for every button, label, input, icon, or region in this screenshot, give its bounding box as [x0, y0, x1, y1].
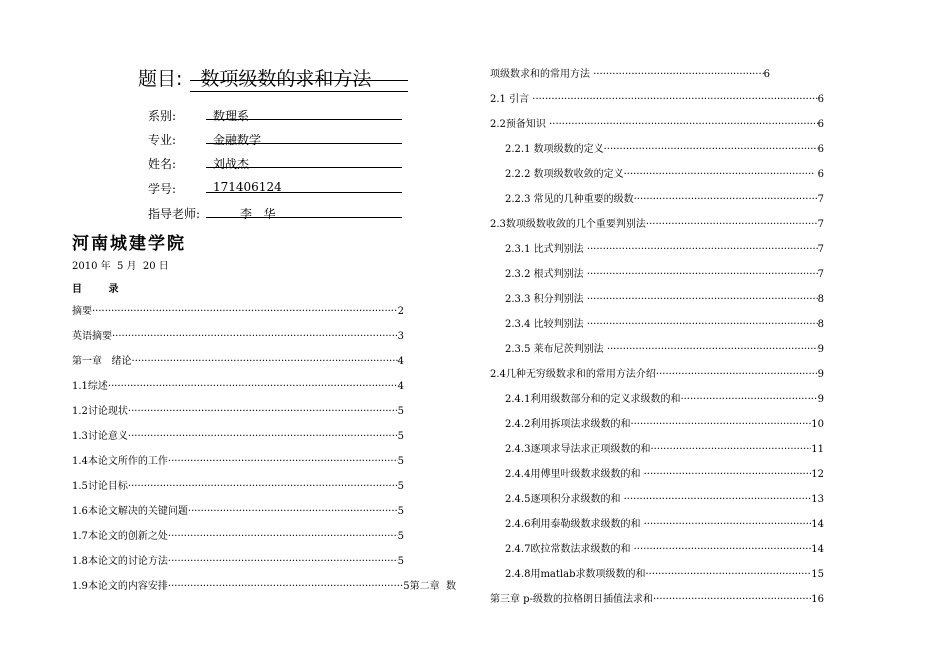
toc-entry-title: 1.1综述	[72, 381, 108, 392]
toc-entry-title: 2.1 引言	[490, 94, 533, 105]
toc-entry-page: 5	[397, 406, 404, 417]
field-line-name	[206, 167, 402, 168]
toc-entry-page: 8	[817, 319, 824, 330]
toc-entry-title: 2.4.3逐项求导法求正项级数的和	[505, 444, 651, 455]
toc-entry-title: 2.4.4用傅里叶级数求级数的和	[505, 469, 644, 480]
toc-entry[interactable]	[505, 344, 824, 356]
field-value-name: 刘战杰	[213, 157, 250, 171]
toc-entry[interactable]	[505, 419, 824, 431]
toc-entry-title: 2.4.8用matlab求数项级数的和	[505, 569, 646, 580]
thesis-title	[138, 64, 371, 91]
field-value-major: 金融数学	[213, 133, 262, 147]
toc-entry[interactable]	[72, 531, 404, 543]
field-label-name: 姓名:	[148, 157, 177, 171]
toc-leader-dots	[168, 581, 403, 593]
toc-entry-page: 5	[397, 431, 404, 442]
toc-leader-dots	[604, 144, 818, 156]
toc-entry[interactable]	[490, 369, 824, 381]
toc-entry[interactable]	[505, 194, 824, 206]
toc-leader-dots	[644, 519, 812, 531]
toc-entry-page: 7	[817, 194, 824, 205]
toc-leader-dots	[168, 456, 398, 468]
field-label-department: 系别:	[148, 109, 177, 123]
toc-entry-page: 5	[397, 456, 404, 467]
toc-entry-page: 7	[817, 219, 824, 230]
field-line-major	[206, 143, 402, 144]
toc-entry[interactable]	[72, 556, 404, 568]
toc-entry-page: 10	[811, 419, 824, 430]
toc-entry[interactable]	[490, 94, 824, 106]
toc-entry-title: 2.4几种无穷级数求和的常用方法介绍	[490, 369, 656, 380]
toc-leader-dots	[128, 406, 398, 418]
toc-entry-page: 4	[397, 356, 404, 367]
toc-entry[interactable]	[490, 69, 770, 81]
toc-entry[interactable]	[505, 569, 824, 581]
toc-leader-dots	[630, 419, 811, 431]
toc-entry-title: 2.2.1 数项级数的定义	[505, 144, 604, 155]
toc-entry-page: 6	[763, 69, 770, 80]
toc-entry-title: 2.3.3 积分判别法	[505, 294, 587, 305]
toc-leader-dots	[587, 319, 818, 331]
toc-entry[interactable]	[490, 219, 824, 231]
toc-entry-page: 3	[397, 331, 404, 342]
toc-entry-title: 2.3.2 根式判别法	[505, 269, 587, 280]
toc-entry-page: 7	[817, 269, 824, 280]
toc-entry-page: 8	[817, 294, 824, 305]
toc-entry-title: 2.3数项级数收敛的几个重要判别法	[490, 219, 646, 230]
toc-entry-title: 2.3.4 比较判别法	[505, 319, 587, 330]
toc-entry-title: 第三章 p-级数的拉格朗日插值法求和	[490, 594, 653, 605]
toc-entry-page: 6	[814, 169, 824, 180]
toc-leader-dots	[128, 431, 398, 443]
field-label-major: 专业:	[148, 133, 177, 147]
toc-entry-title: 2.2.2 数项级数收敛的定义	[505, 169, 624, 180]
field-line-student-id	[206, 192, 402, 193]
toc-entry-title: 2.4.5逐项积分求级数的和	[505, 494, 624, 505]
toc-leader-dots	[593, 69, 763, 81]
toc-entry-page: 5	[397, 556, 404, 567]
toc-entry-page: 16	[811, 594, 824, 605]
toc-entry-title: 2.4.2利用拆项法求级数的和	[505, 419, 631, 430]
toc-entry[interactable]	[72, 456, 404, 468]
toc-leader-dots	[644, 469, 812, 481]
toc-entry[interactable]	[505, 494, 824, 506]
toc-entry-page: 6	[817, 94, 824, 105]
toc-leader-dots	[112, 331, 398, 343]
toc-entry-title: 2.3.1 比式判别法	[505, 244, 587, 255]
submission-date: 2010 年 5 月 20 日	[72, 261, 169, 272]
toc-entry[interactable]	[505, 469, 824, 481]
toc-entry[interactable]	[505, 444, 824, 456]
toc-entry-title: 2.4.6利用泰勒级数求级数的和	[505, 519, 644, 530]
toc-entry-page: 14	[811, 519, 824, 530]
toc-entry[interactable]	[72, 306, 404, 318]
toc-entry-page: 5第二章 数	[403, 581, 456, 592]
toc-entry-title: 1.2讨论现状	[72, 406, 128, 417]
toc-leader-dots	[587, 244, 818, 256]
toc-entry-title: 1.6本论文解决的关键问题	[72, 506, 188, 517]
toc-entry[interactable]	[72, 581, 456, 593]
toc-entry-title: 1.8本论文的讨论方法	[72, 556, 168, 567]
toc-leader-dots	[624, 169, 815, 181]
field-value-department: 数理系	[213, 109, 250, 123]
toc-entry-page: 15	[811, 569, 824, 580]
toc-leader-dots	[188, 506, 398, 518]
toc-entry[interactable]	[505, 244, 824, 256]
toc-leader-dots	[645, 569, 811, 581]
toc-entry[interactable]	[72, 331, 404, 343]
toc-entry[interactable]	[72, 506, 404, 518]
field-value-student-id: 171406124	[213, 180, 282, 194]
toc-leader-dots	[532, 94, 817, 106]
toc-entry[interactable]	[490, 119, 824, 131]
field-label-advisor: 指导老师:	[148, 207, 201, 221]
toc-leader-dots	[549, 119, 818, 131]
toc-leader-dots	[132, 356, 398, 368]
toc-entry-page: 6	[817, 144, 824, 155]
toc-leader-dots	[653, 594, 811, 606]
field-line-advisor	[206, 217, 402, 218]
toc-entry[interactable]	[72, 356, 404, 368]
toc-entry-page: 11	[811, 444, 824, 455]
title-strike-line	[190, 80, 408, 81]
toc-leader-dots	[168, 556, 398, 568]
toc-leader-dots	[92, 306, 398, 318]
toc-entry-title: 1.9本论文的内容安排	[72, 581, 168, 592]
toc-entry-title: 2.2预备知识	[490, 119, 550, 130]
title-underline	[190, 91, 408, 92]
toc-entry[interactable]	[505, 144, 824, 156]
toc-entry-page: 12	[811, 469, 824, 480]
toc-entry-title: 1.7本论文的创新之处	[72, 531, 168, 542]
toc-entry-page: 9	[817, 369, 824, 380]
field-label-student-id: 学号:	[148, 182, 177, 196]
toc-entry-title: 1.3讨论意义	[72, 431, 128, 442]
toc-heading: 目 录	[72, 284, 123, 295]
toc-entry-page: 7	[817, 244, 824, 255]
toc-entry-page: 13	[811, 494, 824, 505]
toc-entry[interactable]	[490, 594, 824, 606]
toc-entry[interactable]	[72, 406, 404, 418]
field-value-advisor: 李 华	[240, 207, 276, 221]
toc-entry-page: 5	[397, 506, 404, 517]
toc-entry-title: 摘要	[72, 306, 92, 317]
toc-leader-dots	[634, 544, 812, 556]
toc-leader-dots	[656, 369, 818, 381]
toc-leader-dots	[587, 294, 818, 306]
toc-leader-dots	[634, 194, 818, 206]
toc-entry-page: 14	[811, 544, 824, 555]
toc-entry-page: 5	[397, 481, 404, 492]
field-line-department	[206, 119, 402, 120]
toc-leader-dots	[650, 444, 811, 456]
toc-entry-title: 1.4本论文所作的工作	[72, 456, 168, 467]
toc-entry-title: 1.5讨论目标	[72, 481, 128, 492]
toc-entry[interactable]	[72, 431, 404, 443]
toc-leader-dots	[168, 531, 398, 543]
toc-leader-dots	[128, 481, 398, 493]
toc-entry-page: 4	[397, 381, 404, 392]
toc-entry-title: 第一章 绪论	[72, 356, 132, 367]
school-name: 河南城建学院	[72, 234, 186, 254]
toc-entry-title: 2.4.7欧拉常数法求级数的和	[505, 544, 634, 555]
toc-leader-dots	[646, 219, 818, 231]
toc-entry-page: 9	[817, 344, 824, 355]
toc-entry-page: 5	[397, 531, 404, 542]
title-text: 数项级数的求和方法	[200, 68, 372, 90]
toc-leader-dots	[108, 381, 398, 393]
toc-entry[interactable]	[505, 394, 824, 406]
toc-leader-dots	[680, 394, 817, 406]
toc-leader-dots	[624, 494, 812, 506]
toc-entry-title: 2.4.1利用级数部分和的定义求级数的和	[505, 394, 681, 405]
toc-entry-title: 2.3.5 莱布尼茨判别法	[505, 344, 607, 355]
toc-entry-page: 9	[817, 394, 824, 405]
toc-entry[interactable]	[72, 481, 404, 493]
toc-entry-page: 2	[397, 306, 404, 317]
toc-entry-title: 项级数求和的常用方法	[490, 69, 594, 80]
toc-entry[interactable]	[505, 269, 824, 281]
toc-entry[interactable]	[505, 169, 824, 181]
toc-entry-title: 英语摘要	[72, 331, 112, 342]
toc-entry-page: 6	[817, 119, 824, 130]
toc-entry[interactable]	[505, 519, 824, 531]
toc-entry[interactable]	[72, 381, 404, 393]
toc-leader-dots	[587, 269, 818, 281]
toc-entry[interactable]	[505, 544, 824, 556]
toc-entry[interactable]	[505, 319, 824, 331]
title-label: 题目:	[138, 68, 183, 90]
toc-leader-dots	[607, 344, 818, 356]
toc-entry[interactable]	[505, 294, 824, 306]
toc-entry-title: 2.2.3 常见的几种重要的级数	[505, 194, 634, 205]
